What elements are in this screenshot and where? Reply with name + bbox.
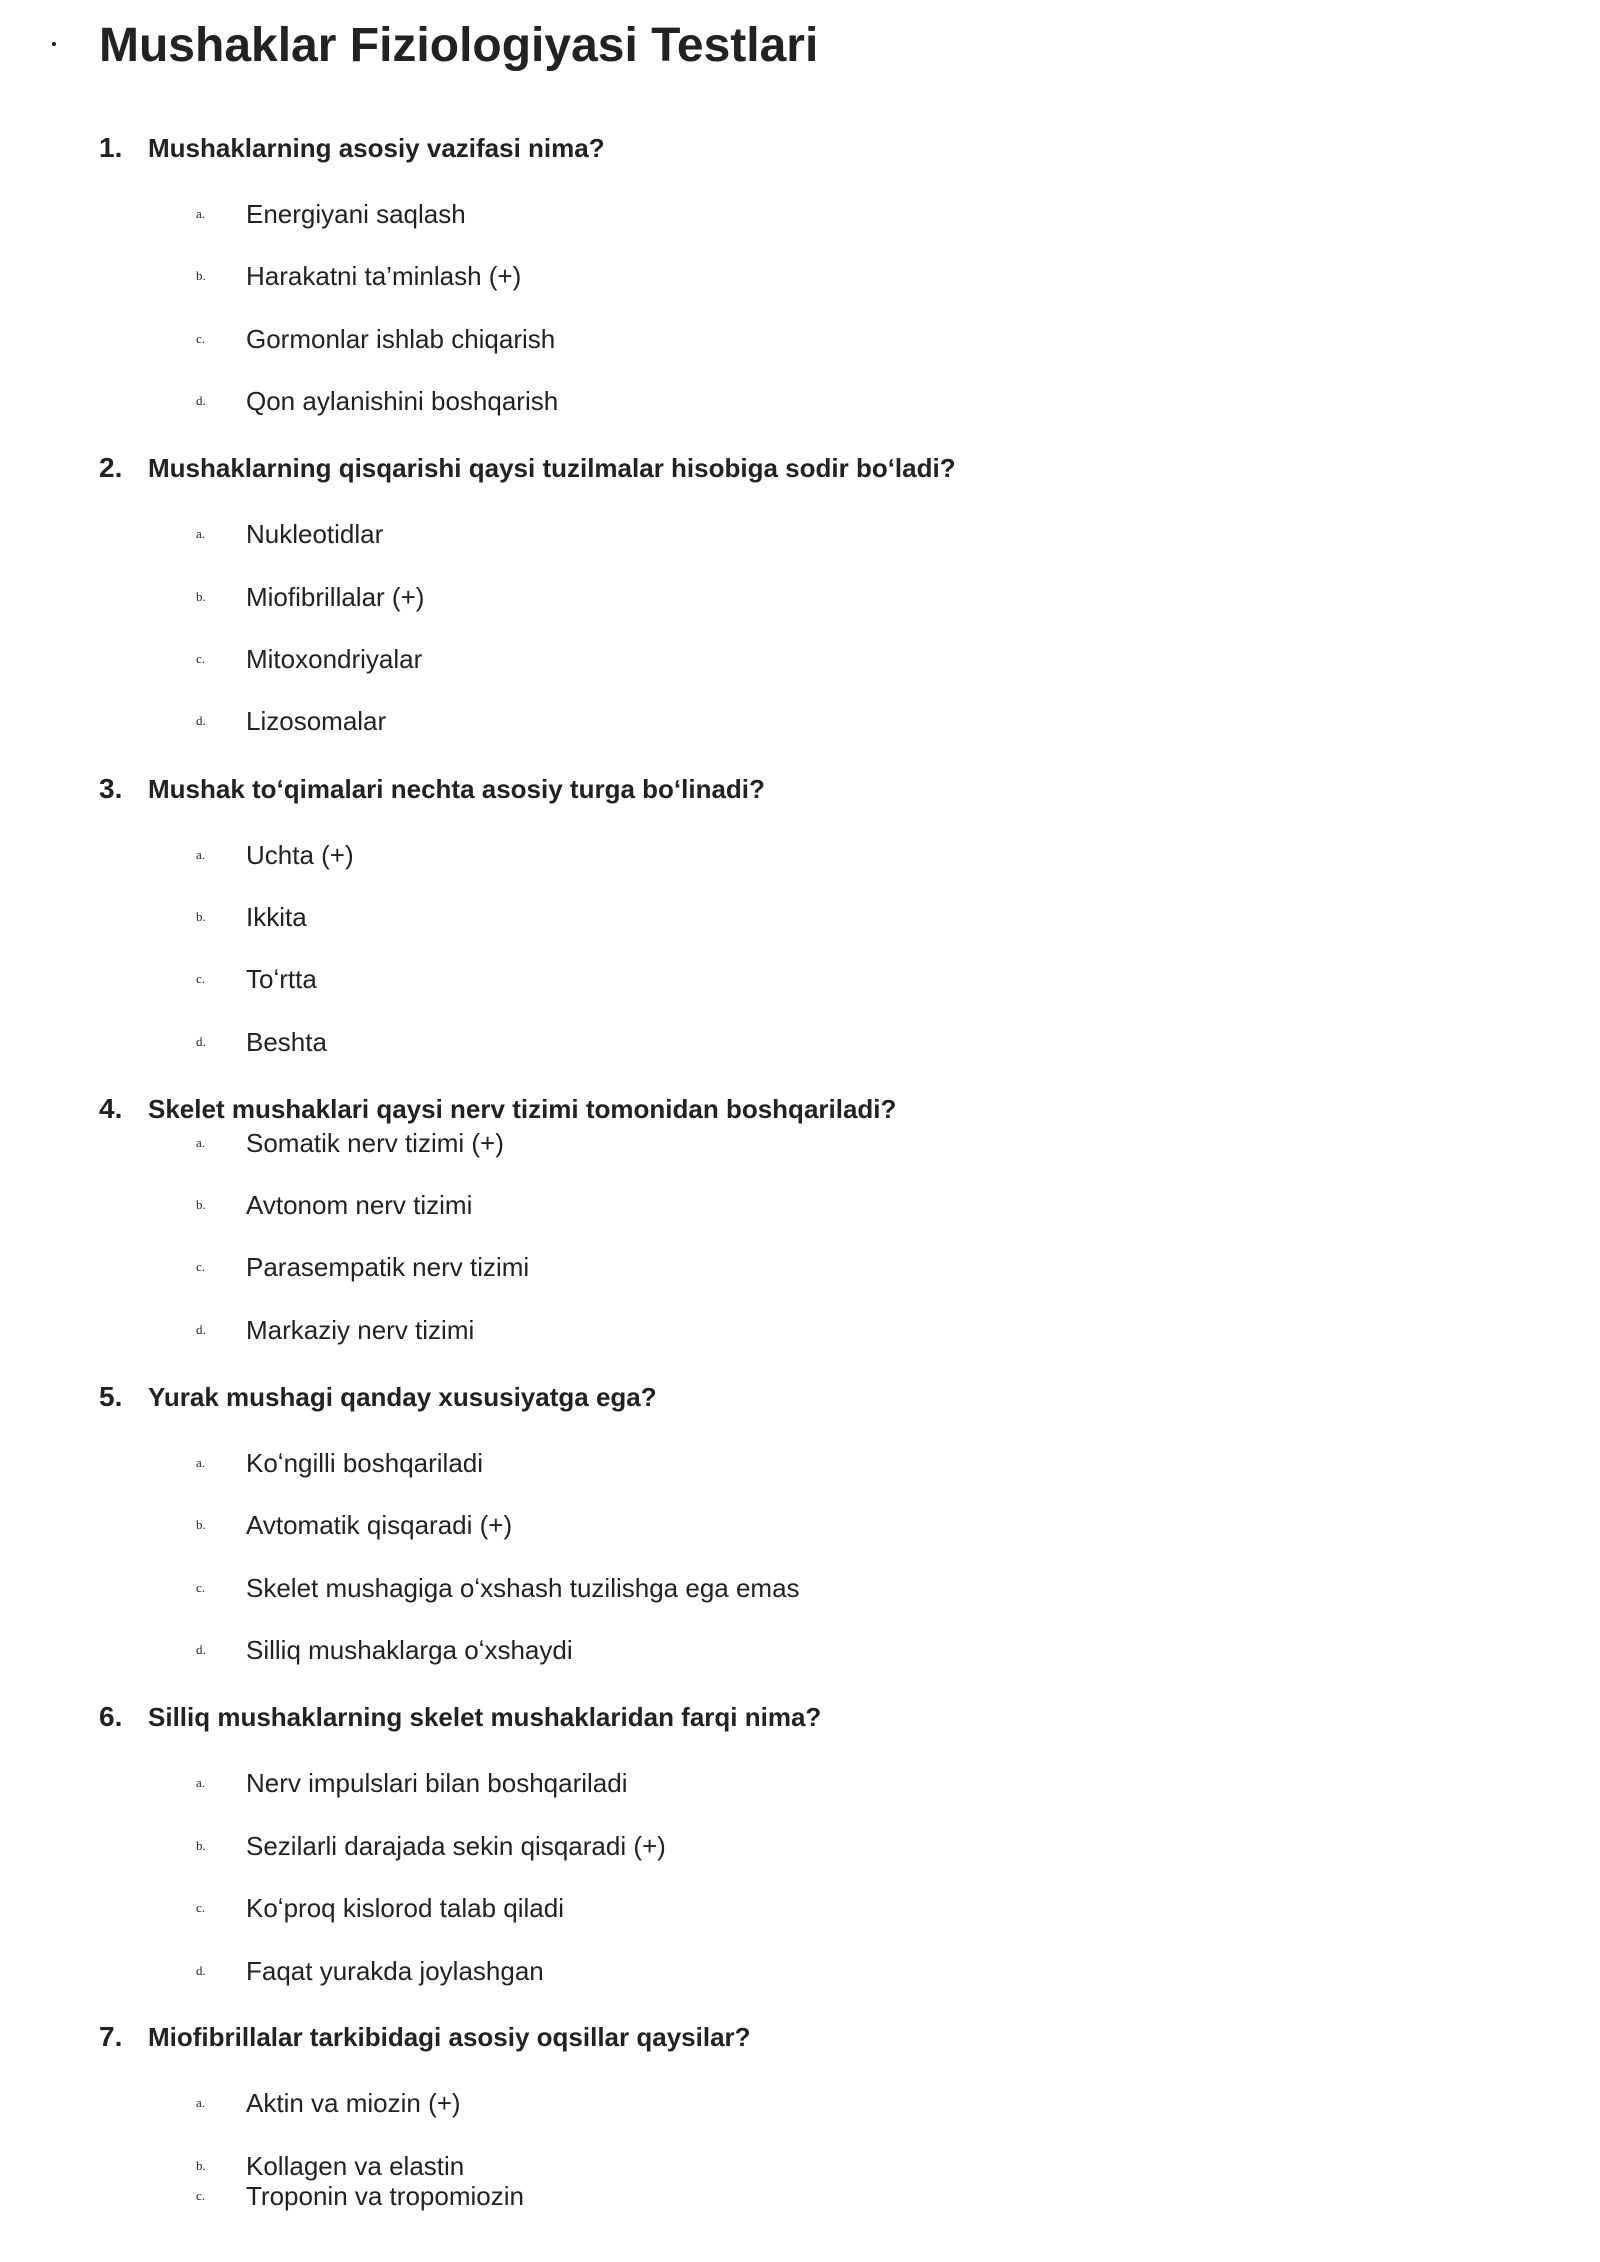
option-letter: b. — [196, 268, 206, 283]
option-letter: c. — [196, 1259, 206, 1274]
option-letter: d. — [196, 713, 206, 728]
question-text: Silliq mushaklarning skelet mushaklaridan farqi nima? — [148, 1702, 822, 1732]
option-text: Uchta (+) — [246, 840, 354, 870]
question-number: 6. — [99, 1701, 123, 1732]
option-letter: a. — [196, 206, 206, 221]
option-text: Gormonlar ishlab chiqarish — [246, 324, 556, 354]
option-letter: c. — [196, 1900, 206, 1915]
option-letter: a. — [196, 847, 206, 862]
page-title: Mushaklar Fiziologiyasi Testlari — [99, 19, 819, 72]
option-text: Sezilarli darajada sekin qisqaradi (+) — [246, 1831, 666, 1861]
option-letter: c. — [196, 1580, 206, 1595]
option-letter: b. — [196, 909, 206, 924]
option-letter: a. — [196, 526, 206, 541]
option-text: Ikkita — [246, 902, 307, 932]
option-letter: c. — [196, 651, 206, 666]
option-text: Harakatni ta’minlash (+) — [246, 261, 522, 291]
option-letter: a. — [196, 2095, 206, 2110]
option-text: Nukleotidlar — [246, 519, 384, 549]
option-letter: d. — [196, 1642, 206, 1657]
question-number: 3. — [99, 773, 123, 804]
option-text: Nerv impulslari bilan boshqariladi — [246, 1768, 628, 1798]
option-text: Somatik nerv tizimi (+) — [246, 1128, 504, 1158]
option-letter: d. — [196, 1034, 206, 1049]
option-letter: d. — [196, 1322, 206, 1337]
option-text: Skelet mushagiga oʻxshash tuzilishga ega emas — [246, 1573, 800, 1603]
option-letter: b. — [196, 1517, 206, 1532]
option-letter: c. — [196, 331, 206, 346]
option-text: Faqat yurakda joylashgan — [246, 1956, 544, 1986]
option-text: Koʻngilli boshqariladi — [246, 1448, 484, 1478]
option-text: Koʻproq kislorod talab qiladi — [246, 1893, 564, 1923]
question-text: Mushaklarning qisqarishi qaysi tuzilmalar hisobiga sodir boʻladi? — [148, 453, 956, 483]
option-letter: d. — [196, 1963, 206, 1978]
question-number: 1. — [99, 132, 123, 163]
option-text: Troponin va tropomiozin — [246, 2181, 524, 2211]
option-text: Parasempatik nerv tizimi — [246, 1252, 530, 1282]
question-number: 5. — [99, 1381, 123, 1412]
option-text: Energiyani saqlash — [246, 199, 466, 229]
question-text: Miofibrillalar tarkibidagi asosiy oqsillar qaysilar? — [148, 2022, 751, 2052]
question-number: 4. — [99, 1093, 123, 1124]
option-letter: c. — [196, 2188, 206, 2203]
option-text: Beshta — [246, 1027, 327, 1057]
question-text: Mushaklarning asosiy vazifasi nima? — [148, 133, 605, 163]
option-text: Miofibrillalar (+) — [246, 582, 425, 612]
option-text: Avtomatik qisqaradi (+) — [246, 1510, 513, 1540]
option-text: Silliq mushaklarga oʻxshaydi — [246, 1635, 573, 1665]
option-letter: b. — [196, 2158, 206, 2173]
bullet-mark — [52, 42, 56, 46]
question-text: Skelet mushaklari qaysi nerv tizimi tomonidan boshqariladi? — [148, 1094, 897, 1124]
question-number: 7. — [99, 2021, 123, 2052]
option-text: Lizosomalar — [246, 706, 387, 736]
option-letter: a. — [196, 1455, 206, 1470]
question-text: Yurak mushagi qanday xususiyatga ega? — [148, 1382, 657, 1412]
option-text: Aktin va miozin (+) — [246, 2088, 461, 2118]
option-letter: a. — [196, 1775, 206, 1790]
option-letter: b. — [196, 1838, 206, 1853]
option-text: Toʻrtta — [246, 964, 317, 994]
option-letter: d. — [196, 393, 206, 408]
option-letter: a. — [196, 1135, 206, 1150]
option-text: Avtonom nerv tizimi — [246, 1190, 473, 1220]
option-letter: b. — [196, 589, 206, 604]
question-text: Mushak toʻqimalari nechta asosiy turga boʻlinadi? — [148, 774, 765, 804]
option-text: Kollagen va elastin — [246, 2151, 465, 2181]
question-number: 2. — [99, 452, 123, 483]
option-text: Markaziy nerv tizimi — [246, 1315, 475, 1345]
option-text: Qon aylanishini boshqarish — [246, 386, 559, 416]
option-letter: c. — [196, 971, 206, 986]
option-letter: b. — [196, 1197, 206, 1212]
option-text: Mitoxondriyalar — [246, 644, 423, 674]
